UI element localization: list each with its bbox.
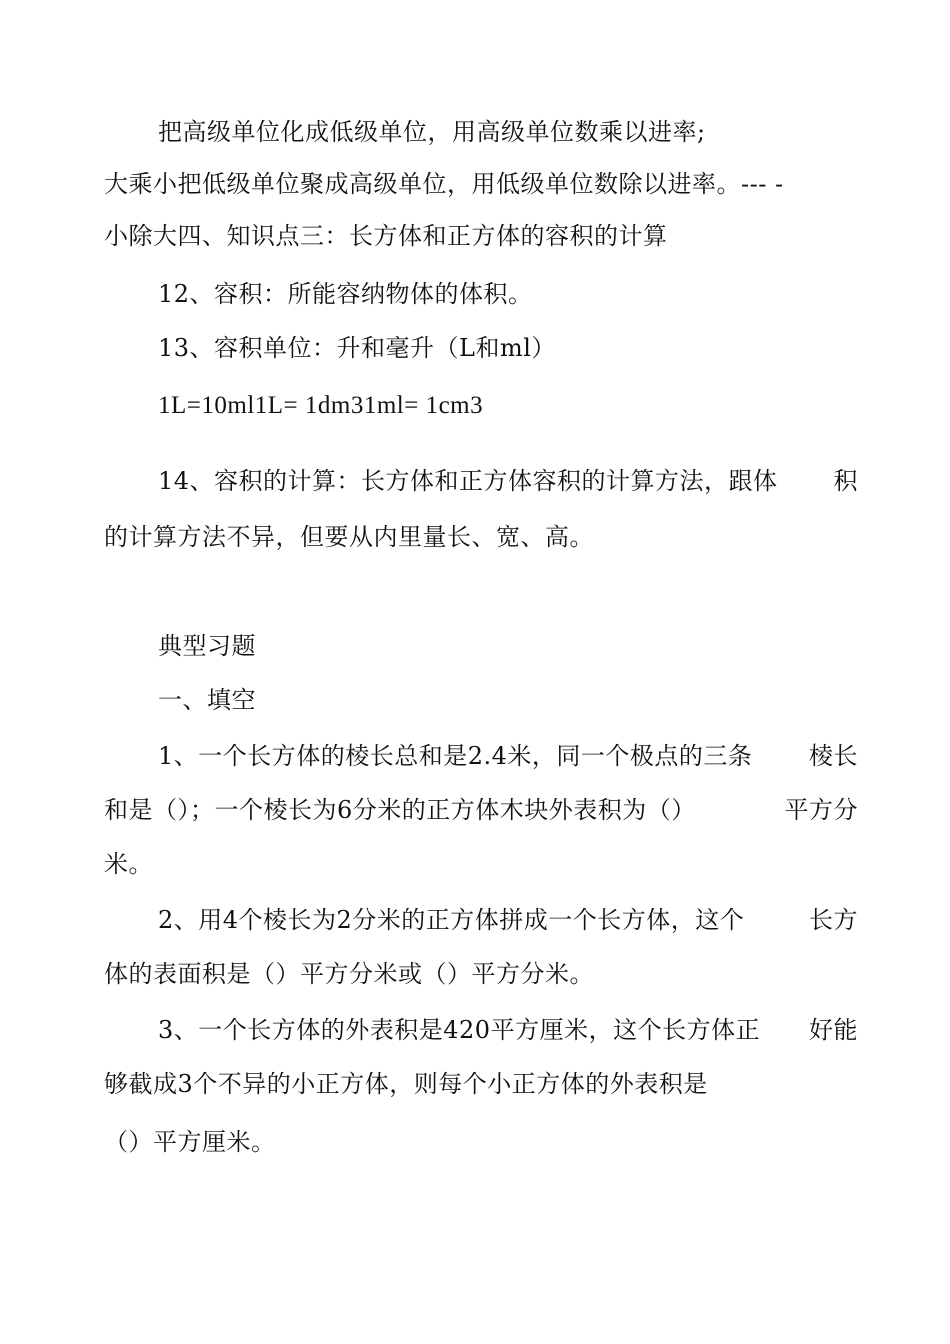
text-segment: 积 (833, 467, 858, 495)
question-2-line-2: 体的表面积是（）平方分米或（）平方分米。 (104, 960, 594, 988)
text-line-item-14-cont: 的计算方法不异，但要从内里量长、宽、高。 (104, 523, 594, 551)
text-segment: 1、一个长方体的棱长总和是2.4米，同一个极点的三条 (158, 742, 753, 770)
text-segment: 棱长 (809, 742, 858, 770)
text-line-conversion-1: 把高级单位化成低级单位，用高级单位数乘以进率; (158, 118, 706, 146)
text-segment: 14、容积的计算：长方体和正方体容积的计算方法，跟体 (158, 467, 778, 495)
text-line-section-heading: 小除大四、知识点三：长方体和正方体的容积的计算 (104, 222, 668, 250)
text-segment: 长方 (809, 906, 858, 934)
text-segment: 2、用4个棱长为2分米的正方体拼成一个长方体，这个 (158, 906, 745, 934)
question-3-line-3: （）平方厘米。 (104, 1128, 276, 1156)
text-segment: 和是（）；一个棱长为6分米的正方体木块外表积为（） (104, 796, 696, 824)
text-line-item-12: 12、容积：所能容纳物体的体积。 (158, 280, 533, 308)
question-1-line-3: 米。 (104, 850, 153, 878)
text-line-unit-equations: 1L=10ml1L= 1dm31ml= 1cm3 (158, 392, 484, 419)
question-2-line-1 (158, 905, 858, 935)
subsection-title-fill-blank: 一、填空 (158, 686, 256, 714)
text-segment: 好能 (809, 1016, 858, 1044)
question-1-line-1 (158, 741, 858, 771)
text-line-conversion-2: 大乘小把低级单位聚成高级单位，用低级单位数除以进率。--- - (104, 170, 784, 198)
text-segment: 平方分 (784, 796, 858, 824)
question-3-line-1 (158, 1015, 858, 1045)
question-3-line-2: 够截成3个不异的小正方体，则每个小正方体的外表积是 (104, 1070, 708, 1098)
question-1-line-2 (104, 795, 858, 825)
section-title-typical-exercises: 典型习题 (158, 632, 256, 660)
text-segment: 3、一个长方体的外表积是420平方厘米，这个长方体正 (158, 1016, 761, 1044)
text-line-item-13: 13、容积单位：升和毫升（L和ml） (158, 334, 556, 362)
text-line-item-14 (158, 466, 858, 496)
